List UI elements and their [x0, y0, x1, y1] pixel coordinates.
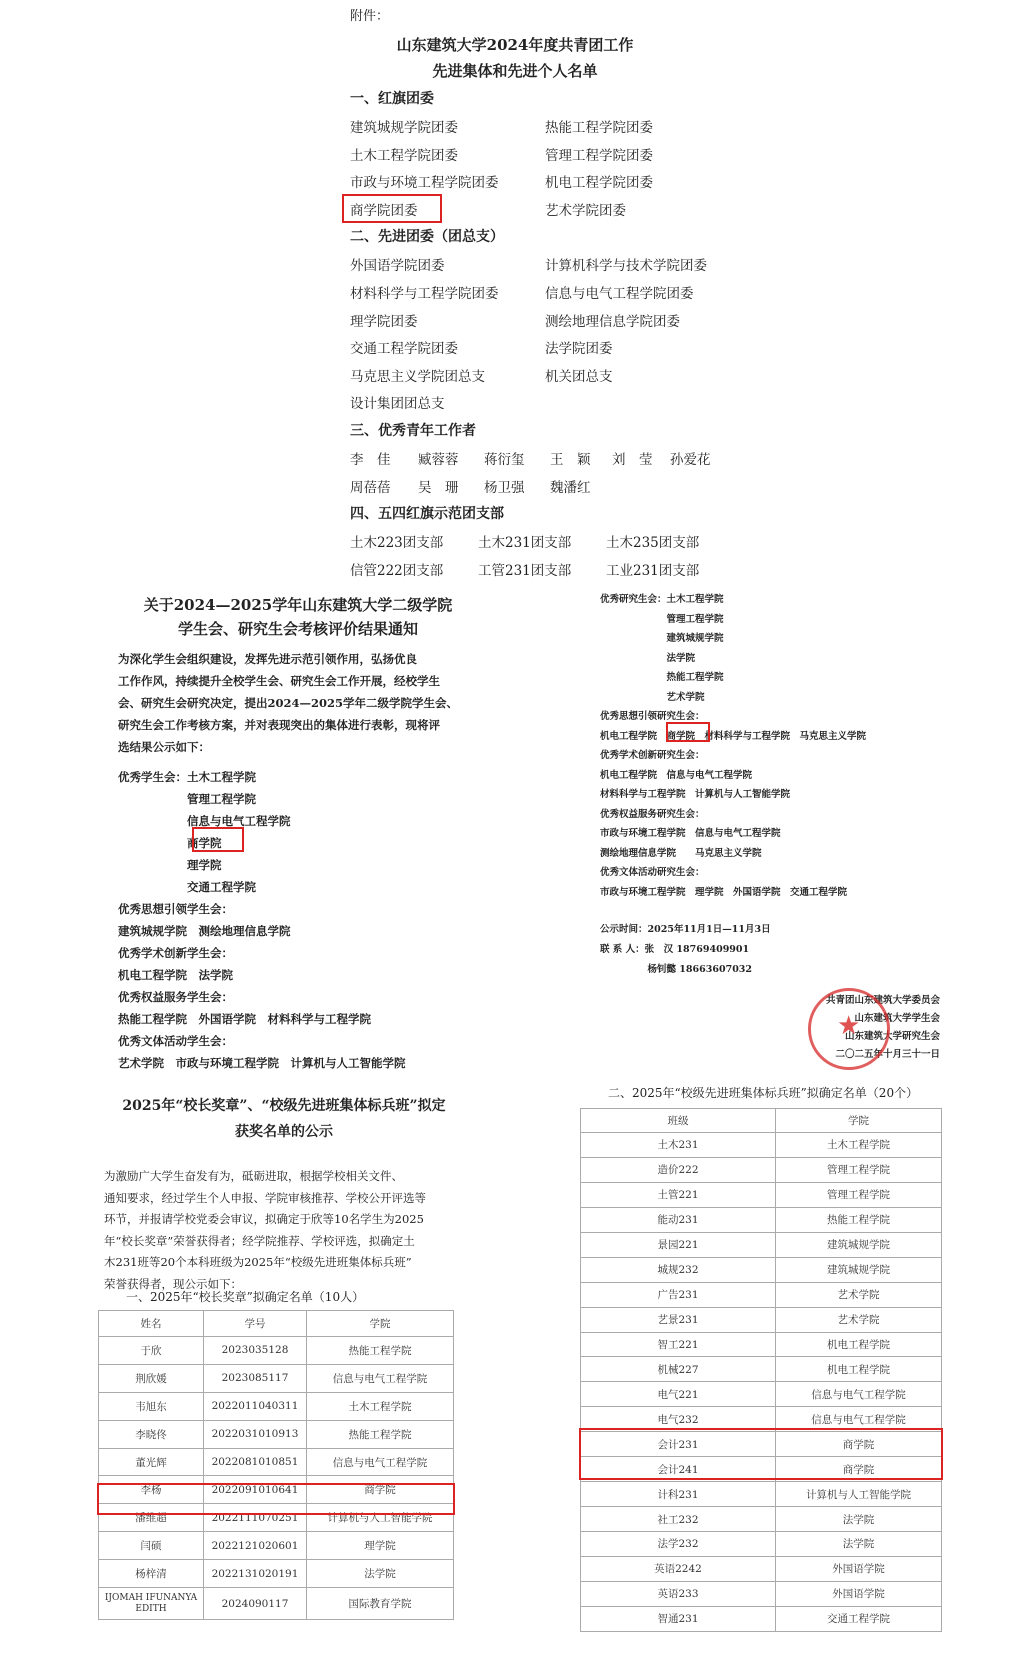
section-heading: 四、五四红旗示范团支部	[350, 506, 504, 523]
table-cell: 电气232	[581, 1407, 776, 1432]
table-row	[581, 1182, 942, 1207]
text-line: 通知要求，经过学生个人申报、学院审核推荐、学校公开评选等	[104, 1190, 426, 1205]
table-row	[99, 1420, 454, 1448]
table-cell: 智通231	[581, 1606, 776, 1631]
table-cell: 信息与电气工程学院	[776, 1407, 942, 1432]
text-line: 优秀权益服务学生会：	[118, 990, 233, 1004]
table-cell: 土管221	[581, 1182, 776, 1207]
text-line: 木231班等20个本科班级为2025年“校级先进班集体标兵班”	[104, 1255, 412, 1269]
table-row	[99, 1588, 454, 1620]
text-line: 建筑城规学院 测绘地理信息学院	[118, 924, 291, 938]
table-cell: 2022111070251	[204, 1504, 307, 1532]
table-cell: 2024090117	[204, 1588, 307, 1620]
list-item: 土木231团支部	[478, 535, 572, 552]
table-cell: 2022081010851	[204, 1448, 307, 1476]
text-line: 理学院	[118, 858, 222, 872]
list-item: 工业231团支部	[606, 562, 700, 579]
table-cell: 热能工程学院	[776, 1207, 942, 1232]
table1-header-name: 姓名	[99, 1311, 204, 1337]
table1-header-college: 学院	[307, 1311, 454, 1337]
text-line: 年“校长奖章”荣誉获得者；经学院推荐、学校评选，拟确定土	[104, 1233, 415, 1248]
table-row	[581, 1133, 942, 1158]
table-cell: 管理工程学院	[776, 1182, 942, 1207]
text-line: 优秀学术创新学生会：	[118, 946, 233, 960]
list-item: 计算机科学与技术学院团委	[545, 258, 707, 275]
table-cell: 李杨	[99, 1476, 204, 1504]
highlight-box	[192, 827, 244, 852]
section-heading: 三、优秀青年工作者	[350, 423, 476, 439]
doc2-notice	[600, 920, 930, 980]
table-cell: 信息与电气工程学院	[307, 1448, 454, 1476]
table-cell: 电气221	[581, 1382, 776, 1407]
table-cell: 计算机与人工智能学院	[776, 1482, 942, 1507]
table-row	[581, 1232, 942, 1257]
list-item: 设计集团团总支	[350, 396, 445, 413]
text-line: 市政与环境工程学院 信息与电气工程学院	[600, 828, 781, 839]
list-item: 信管222团支部	[350, 562, 444, 579]
table-cell: 潘维超	[99, 1504, 204, 1532]
table-cell: 商学院	[776, 1457, 942, 1482]
list-item: 理学院团委	[350, 313, 418, 330]
text-line: 会、研究生会研究决定，提出2024—2025学年二级学院学生会、	[118, 696, 459, 710]
table-cell: 热能工程学院	[307, 1337, 454, 1365]
table-cell: 2022011040311	[204, 1392, 307, 1420]
table-row	[581, 1357, 942, 1382]
table-cell: 法学院	[776, 1507, 942, 1532]
table-cell: 荆欣媛	[99, 1364, 204, 1392]
text-line: 优秀研究生会：土木工程学院	[600, 594, 724, 605]
table-cell: 会计241	[581, 1457, 776, 1482]
table-cell: 景园221	[581, 1232, 776, 1257]
list-item: 杨卫强	[484, 479, 525, 496]
doc3-intro	[104, 1166, 474, 1295]
table-cell: 商学院	[776, 1432, 942, 1457]
table-cell: 法学232	[581, 1532, 776, 1557]
text-line: 联 系 人：张 汉 18769409901	[600, 944, 750, 955]
text-line: 优秀思想引领学生会：	[118, 902, 233, 916]
table-cell: 杨梓清	[99, 1560, 204, 1588]
table-cell: 艺术学院	[776, 1282, 942, 1307]
table1-title: 一、2025年“校长奖章”拟确定名单（10人）	[126, 1290, 365, 1304]
doc1-title-line1: 山东建筑大学2024年度共青团工作	[396, 36, 634, 54]
highlight-box	[666, 722, 710, 742]
table-cell: 土木231	[581, 1133, 776, 1158]
section-heading: 二、先进团委（团总支）	[350, 229, 504, 246]
list-item: 吴 珊	[418, 479, 459, 496]
list-item: 李 佳	[350, 452, 391, 468]
table-cell: 理学院	[307, 1532, 454, 1560]
text-line: 工作作风，持续提升全校学生会、研究生会工作开展，经校学生	[118, 674, 440, 688]
text-line: 公示时间：2025年11月1日—11月3日	[600, 924, 771, 935]
table-row	[581, 1307, 942, 1332]
table-cell: 交通工程学院	[776, 1606, 942, 1631]
list-item: 马克思主义学院团总支	[350, 368, 485, 385]
list-item: 测绘地理信息学院团委	[545, 313, 680, 330]
text-line: 机电工程学院 商学院 材料科学与工程学院 马克思主义学院	[600, 730, 867, 742]
list-item: 孙爱花	[670, 452, 711, 468]
text-line: 优秀权益服务研究生会：	[600, 808, 705, 820]
text-line: 商学院	[118, 836, 222, 850]
principal-medal-table	[98, 1310, 454, 1620]
text-line: 杨钊懿 18663607032	[600, 964, 753, 975]
text-line: 环节，并报请学校党委会审议，拟确定于欣等10名学生为2025	[104, 1212, 424, 1226]
table-cell: 英语2242	[581, 1556, 776, 1581]
text-line: 优秀文体活动学生会：	[118, 1034, 233, 1048]
table-cell: 智工221	[581, 1332, 776, 1357]
table-cell: 2023035128	[204, 1337, 307, 1365]
text-line: 山东建筑大学学生会	[854, 1013, 940, 1024]
table-cell: 英语233	[581, 1581, 776, 1606]
table-row	[99, 1532, 454, 1560]
list-item: 材料科学与工程学院团委	[350, 286, 499, 302]
text-line: 二〇二五年十月三十一日	[835, 1049, 940, 1060]
table-row	[581, 1157, 942, 1182]
table-cell: 法学院	[776, 1532, 942, 1557]
table-row	[99, 1337, 454, 1365]
table-cell: 闫硕	[99, 1532, 204, 1560]
table-cell: 2022131020191	[204, 1560, 307, 1588]
list-item: 工管231团支部	[478, 562, 572, 579]
table-cell: 能动231	[581, 1207, 776, 1232]
doc3-title-line2: 获奖名单的公示	[235, 1124, 333, 1140]
list-item: 市政与环境工程学院团委	[350, 175, 499, 192]
doc2-intro	[118, 648, 478, 758]
list-item: 外国语学院团委	[350, 258, 445, 275]
table-cell: 计算机与人工智能学院	[307, 1504, 454, 1532]
text-line: 共青团山东建筑大学委员会	[825, 995, 940, 1006]
list-item: 艺术学院团委	[545, 202, 626, 219]
table-cell: 社工232	[581, 1507, 776, 1532]
doc2-grad-list	[600, 590, 930, 902]
table-cell: 机电工程学院	[776, 1332, 942, 1357]
text-line: 材料科学与工程学院 计算机与人工智能学院	[600, 789, 791, 800]
table2-header-class: 班级	[581, 1109, 776, 1133]
list-item: 刘 莹	[612, 452, 653, 468]
list-item: 王 颖	[550, 452, 591, 468]
text-line: 信息与电气工程学院	[118, 814, 291, 828]
text-line: 热能工程学院 外国语学院 材料科学与工程学院	[118, 1012, 371, 1026]
table-cell: 2022091010641	[204, 1476, 307, 1504]
table-cell: 信息与电气工程学院	[776, 1382, 942, 1407]
table-cell: 于欣	[99, 1337, 204, 1365]
highlight-box	[97, 1483, 455, 1515]
table-cell: 信息与电气工程学院	[307, 1364, 454, 1392]
table-cell: 机电工程学院	[776, 1357, 942, 1382]
table-row	[581, 1257, 942, 1282]
table-cell: 董光辉	[99, 1448, 204, 1476]
list-item: 机关团总支	[545, 368, 613, 385]
table-row	[581, 1532, 942, 1557]
list-item: 土木223团支部	[350, 535, 444, 552]
table-row	[581, 1482, 942, 1507]
table-cell: 2022031010913	[204, 1420, 307, 1448]
text-line: 机电工程学院 信息与电气工程学院	[600, 769, 753, 781]
text-line: 优秀学生会：土木工程学院	[118, 770, 256, 784]
text-line: 建筑城规学院	[600, 633, 724, 644]
table-cell: 商学院	[307, 1476, 454, 1504]
table-row	[581, 1507, 942, 1532]
table-cell: IJOMAH IFUNANYA EDITH	[99, 1588, 204, 1620]
highlight-box	[342, 194, 442, 223]
text-line: 管理工程学院	[118, 792, 256, 806]
table-cell: 韦旭东	[99, 1392, 204, 1420]
table-row	[581, 1581, 942, 1606]
text-line: 选结果公示如下：	[118, 740, 210, 754]
doc1-sections	[350, 88, 770, 578]
text-line: 管理工程学院	[600, 613, 724, 625]
table-cell: 外国语学院	[776, 1556, 942, 1581]
text-line: 荣誉获得者，现公示如下：	[104, 1276, 242, 1291]
table-cell: 外国语学院	[776, 1581, 942, 1606]
table-row	[99, 1448, 454, 1476]
section-heading: 一、红旗团委	[350, 91, 434, 107]
list-item: 交通工程学院团委	[350, 341, 458, 358]
list-item: 建筑城规学院团委	[350, 120, 458, 136]
doc3-title-line1: 2025年“校长奖章”、“校级先进班集体标兵班”拟定	[122, 1098, 446, 1114]
table-cell: 计科231	[581, 1482, 776, 1507]
text-line: 测绘地理信息学院 马克思主义学院	[600, 847, 762, 859]
list-item: 法学院团委	[545, 341, 613, 358]
text-line: 优秀思想引领研究生会：	[600, 711, 705, 722]
table-cell: 建筑城规学院	[776, 1257, 942, 1282]
list-item: 商学院团委	[350, 202, 418, 219]
doc2-title-line2: 学生会、研究生会考核评价结果通知	[177, 620, 418, 638]
highlight-box	[579, 1428, 943, 1480]
list-item: 机电工程学院团委	[545, 175, 653, 192]
table-cell: 管理工程学院	[776, 1157, 942, 1182]
text-line: 艺术学院	[600, 691, 705, 703]
table-row	[99, 1560, 454, 1588]
text-line: 优秀学术创新研究生会：	[600, 750, 705, 761]
list-item: 臧蓉蓉	[418, 452, 459, 468]
table-cell: 建筑城规学院	[776, 1232, 942, 1257]
table-row	[581, 1207, 942, 1232]
doc1-title-line2: 先进集体和先进个人名单	[432, 62, 598, 80]
list-item: 热能工程学院团委	[545, 120, 653, 136]
text-line: 艺术学院 市政与环境工程学院 计算机与人工智能学院	[118, 1056, 406, 1070]
table-cell: 造价222	[581, 1157, 776, 1182]
table-row	[99, 1364, 454, 1392]
table-row	[581, 1556, 942, 1581]
table2-title: 二、2025年“校级先进班集体标兵班”拟确定名单（20个）	[608, 1086, 919, 1100]
attachment-label: 附件：	[350, 9, 390, 24]
list-item: 土木工程学院团委	[350, 147, 458, 164]
table-cell: 热能工程学院	[307, 1420, 454, 1448]
official-seal: ★	[808, 988, 890, 1070]
table-cell: 2023085117	[204, 1364, 307, 1392]
table-cell: 广告231	[581, 1282, 776, 1307]
text-line: 法学院	[600, 652, 696, 664]
model-class-table	[580, 1108, 942, 1632]
text-line: 为深化学生会组织建设，发挥先进示范引领作用，弘扬优良	[118, 652, 417, 666]
table-row	[581, 1332, 942, 1357]
table-cell: 国际教育学院	[307, 1588, 454, 1620]
table-cell: 机械227	[581, 1357, 776, 1382]
text-line: 优秀文体活动研究生会：	[600, 867, 705, 878]
table-row	[581, 1382, 942, 1407]
doc2-undergrad-list	[118, 766, 478, 1074]
table2-header-college: 学院	[776, 1109, 942, 1133]
text-line: 山东建筑大学研究生会	[844, 1031, 940, 1042]
text-line: 研究生会工作考核方案，并对表现突出的集体进行表彰，现将评	[118, 718, 440, 732]
text-line: 市政与环境工程学院 理学院 外国语学院 交通工程学院	[600, 886, 848, 898]
list-item: 信息与电气工程学院团委	[545, 286, 694, 302]
table-cell: 艺景231	[581, 1307, 776, 1332]
table-cell: 城规232	[581, 1257, 776, 1282]
list-item: 魏潘红	[550, 479, 591, 496]
table-cell: 法学院	[307, 1560, 454, 1588]
table-cell: 2022121020601	[204, 1532, 307, 1560]
list-item: 管理工程学院团委	[545, 147, 653, 164]
text-line: 热能工程学院	[600, 672, 724, 683]
list-item: 周蓓蓓	[350, 479, 391, 496]
table1-header-id: 学号	[204, 1311, 307, 1337]
table-cell: 土木工程学院	[307, 1392, 454, 1420]
table-row	[581, 1606, 942, 1631]
doc2-title-line1: 关于2024—2025学年山东建筑大学二级学院	[143, 596, 453, 614]
table-cell: 李晓佟	[99, 1420, 204, 1448]
text-line: 为激励广大学生奋发有为，砥砺进取，根据学校相关文件、	[104, 1169, 403, 1183]
text-line: 交通工程学院	[118, 880, 256, 894]
text-line: 机电工程学院 法学院	[118, 968, 233, 982]
table-cell: 会计231	[581, 1432, 776, 1457]
table-cell: 土木工程学院	[776, 1133, 942, 1158]
table-row	[99, 1392, 454, 1420]
list-item: 土木235团支部	[606, 535, 700, 552]
list-item: 蒋衍玺	[484, 452, 525, 468]
table-row	[581, 1282, 942, 1307]
table-cell: 艺术学院	[776, 1307, 942, 1332]
